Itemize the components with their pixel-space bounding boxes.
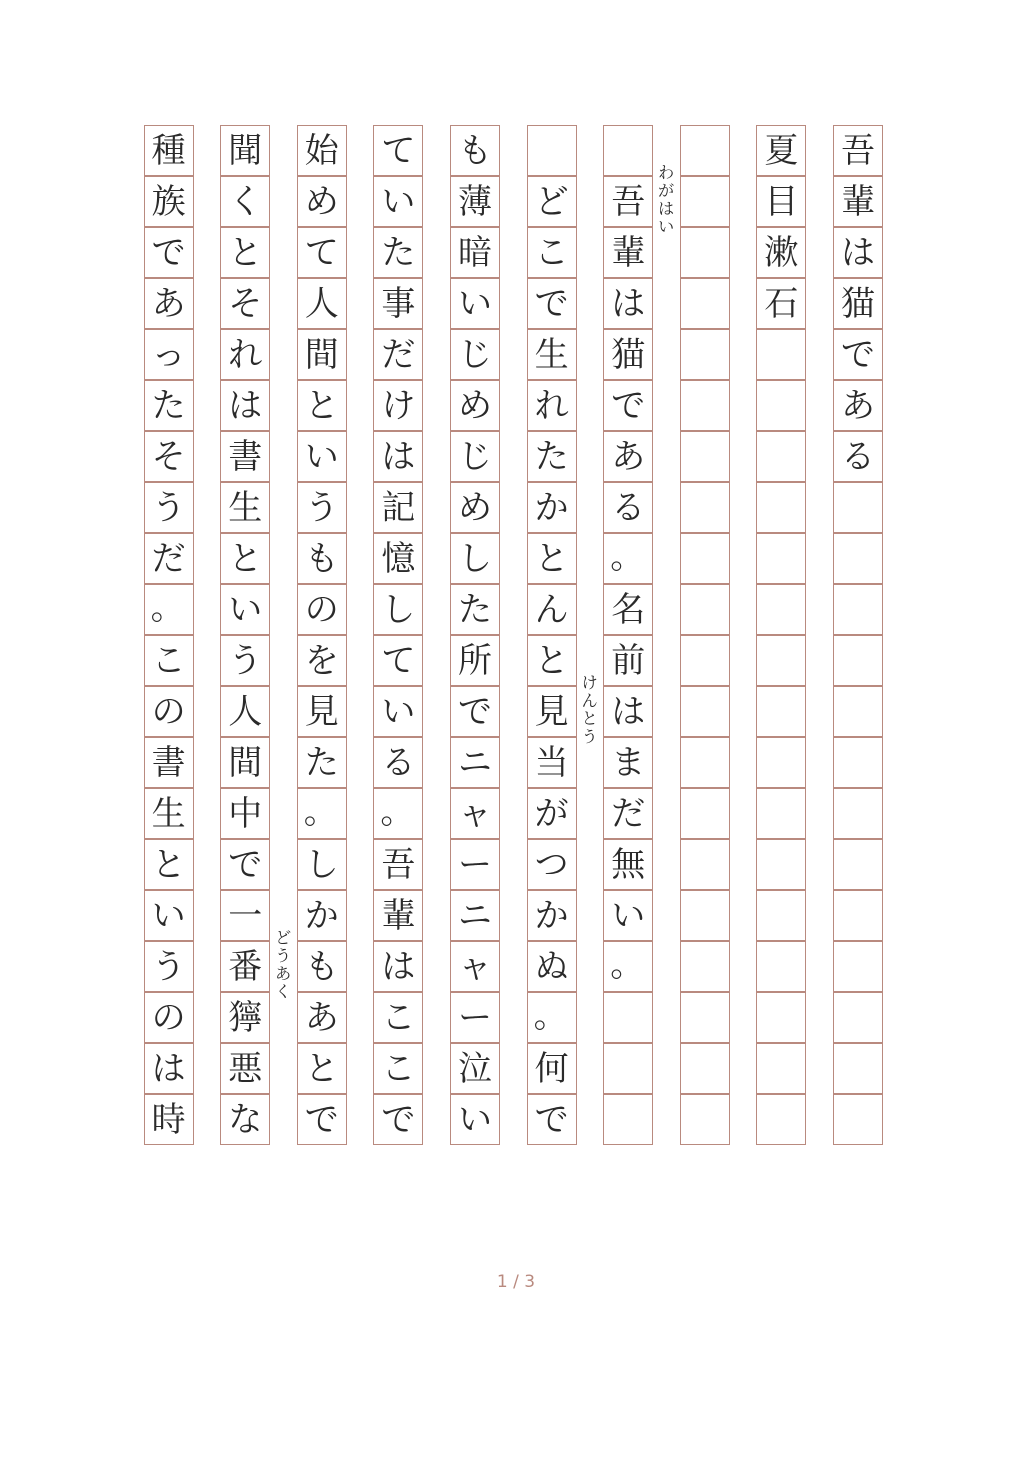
- grid-cell: 石: [756, 278, 806, 329]
- manuscript-column: [373, 125, 423, 1145]
- grid-cell: で: [527, 1094, 577, 1145]
- furigana-ruby: けんとう: [581, 673, 598, 746]
- grid-cell: か: [527, 482, 577, 533]
- grid-cell: 暗: [450, 227, 500, 278]
- grid-cell: 見: [527, 686, 577, 737]
- grid-cell: あ: [603, 431, 653, 482]
- grid-cell: [680, 278, 730, 329]
- grid-cell: の: [144, 992, 194, 1043]
- manuscript-column: [297, 125, 347, 1145]
- grid-cell: も: [297, 533, 347, 584]
- grid-cell: 聞: [220, 125, 270, 176]
- grid-cell: [756, 941, 806, 992]
- grid-cell: 輩: [833, 176, 883, 227]
- grid-cell: [833, 788, 883, 839]
- grid-cell: 獰: [220, 992, 270, 1043]
- grid-cell: て: [373, 635, 423, 686]
- grid-cell: な: [220, 1094, 270, 1145]
- grid-cell: [833, 686, 883, 737]
- grid-cell: だ: [603, 788, 653, 839]
- grid-cell: 。: [144, 584, 194, 635]
- grid-cell: め: [297, 176, 347, 227]
- page-number: 1 / 3: [496, 1272, 536, 1292]
- grid-cell: し: [450, 533, 500, 584]
- grid-cell: 生: [220, 482, 270, 533]
- grid-cell: [756, 380, 806, 431]
- grid-cell: [680, 482, 730, 533]
- grid-cell: [680, 329, 730, 380]
- grid-cell: う: [144, 482, 194, 533]
- grid-cell: あ: [297, 992, 347, 1043]
- grid-cell: で: [833, 329, 883, 380]
- grid-cell: 吾: [833, 125, 883, 176]
- grid-cell: ま: [603, 737, 653, 788]
- grid-cell: ニ: [450, 737, 500, 788]
- grid-cell: 猫: [603, 329, 653, 380]
- grid-cell: [756, 584, 806, 635]
- grid-cell: い: [450, 1094, 500, 1145]
- grid-cell: て: [297, 227, 347, 278]
- grid-cell: め: [450, 380, 500, 431]
- grid-cell: て: [373, 125, 423, 176]
- grid-cell: [833, 890, 883, 941]
- grid-cell: と: [220, 227, 270, 278]
- grid-cell: [603, 1043, 653, 1094]
- grid-cell: ャ: [450, 941, 500, 992]
- grid-cell: 吾: [603, 176, 653, 227]
- grid-cell: は: [603, 686, 653, 737]
- grid-cell: 間: [297, 329, 347, 380]
- grid-cell: [680, 533, 730, 584]
- grid-cell: 。: [527, 992, 577, 1043]
- grid-cell: と: [527, 635, 577, 686]
- grid-cell: [680, 125, 730, 176]
- grid-cell: 猫: [833, 278, 883, 329]
- grid-cell: た: [450, 584, 500, 635]
- grid-cell: で: [297, 1094, 347, 1145]
- grid-cell: じ: [450, 431, 500, 482]
- grid-cell: [756, 1043, 806, 1094]
- grid-cell: ー: [450, 992, 500, 1043]
- grid-cell: こ: [527, 227, 577, 278]
- grid-cell: と: [144, 839, 194, 890]
- grid-cell: た: [297, 737, 347, 788]
- grid-cell: 書: [220, 431, 270, 482]
- grid-cell: 始: [297, 125, 347, 176]
- grid-cell: れ: [527, 380, 577, 431]
- grid-cell: 生: [527, 329, 577, 380]
- grid-cell: 記: [373, 482, 423, 533]
- grid-cell: [833, 482, 883, 533]
- grid-cell: 薄: [450, 176, 500, 227]
- grid-cell: [680, 1094, 730, 1145]
- grid-cell: は: [833, 227, 883, 278]
- grid-cell: [833, 635, 883, 686]
- manuscript-column: [527, 125, 577, 1145]
- grid-cell: し: [373, 584, 423, 635]
- grid-cell: [833, 839, 883, 890]
- grid-cell: [680, 686, 730, 737]
- grid-cell: る: [833, 431, 883, 482]
- grid-cell: ど: [527, 176, 577, 227]
- grid-cell: が: [527, 788, 577, 839]
- grid-cell: [680, 227, 730, 278]
- grid-cell: ぬ: [527, 941, 577, 992]
- grid-cell: で: [220, 839, 270, 890]
- grid-cell: [527, 125, 577, 176]
- grid-cell: け: [373, 380, 423, 431]
- grid-cell: だ: [144, 533, 194, 584]
- grid-cell: 目: [756, 176, 806, 227]
- grid-cell: と: [527, 533, 577, 584]
- grid-cell: か: [297, 890, 347, 941]
- manuscript-column: [833, 125, 883, 1145]
- grid-cell: [603, 1094, 653, 1145]
- grid-cell: 何: [527, 1043, 577, 1094]
- manuscript-column: [603, 125, 653, 1145]
- grid-cell: [756, 992, 806, 1043]
- grid-cell: [833, 584, 883, 635]
- grid-cell: [756, 482, 806, 533]
- grid-cell: 番: [220, 941, 270, 992]
- grid-cell: ー: [450, 839, 500, 890]
- manuscript-column: [144, 125, 194, 1145]
- grid-cell: を: [297, 635, 347, 686]
- manuscript-column: [756, 125, 806, 1145]
- grid-cell: [833, 533, 883, 584]
- grid-cell: [756, 686, 806, 737]
- grid-cell: そ: [144, 431, 194, 482]
- grid-cell: い: [220, 584, 270, 635]
- grid-cell: 。: [297, 788, 347, 839]
- grid-cell: [680, 890, 730, 941]
- grid-cell: 所: [450, 635, 500, 686]
- grid-cell: [680, 635, 730, 686]
- grid-cell: で: [373, 1094, 423, 1145]
- grid-cell: で: [527, 278, 577, 329]
- grid-cell: も: [450, 125, 500, 176]
- grid-cell: た: [144, 380, 194, 431]
- grid-cell: 族: [144, 176, 194, 227]
- grid-cell: 種: [144, 125, 194, 176]
- grid-cell: れ: [220, 329, 270, 380]
- grid-cell: [756, 890, 806, 941]
- grid-cell: と: [297, 380, 347, 431]
- grid-cell: の: [297, 584, 347, 635]
- grid-cell: い: [297, 431, 347, 482]
- grid-cell: [833, 1043, 883, 1094]
- grid-cell: [833, 992, 883, 1043]
- grid-cell: る: [373, 737, 423, 788]
- grid-cell: こ: [144, 635, 194, 686]
- grid-cell: 間: [220, 737, 270, 788]
- grid-cell: [756, 788, 806, 839]
- grid-cell: ャ: [450, 788, 500, 839]
- grid-cell: で: [603, 380, 653, 431]
- grid-cell: 無: [603, 839, 653, 890]
- grid-cell: 事: [373, 278, 423, 329]
- grid-cell: [756, 431, 806, 482]
- grid-cell: た: [373, 227, 423, 278]
- grid-cell: 夏: [756, 125, 806, 176]
- grid-cell: あ: [833, 380, 883, 431]
- grid-cell: 輩: [603, 227, 653, 278]
- grid-cell: [680, 788, 730, 839]
- manuscript-column: [220, 125, 270, 1145]
- grid-cell: で: [144, 227, 194, 278]
- grid-cell: [756, 533, 806, 584]
- grid-cell: 書: [144, 737, 194, 788]
- grid-cell: 中: [220, 788, 270, 839]
- grid-cell: め: [450, 482, 500, 533]
- grid-cell: る: [603, 482, 653, 533]
- grid-cell: う: [220, 635, 270, 686]
- grid-cell: の: [144, 686, 194, 737]
- grid-cell: [833, 737, 883, 788]
- grid-cell: つ: [527, 839, 577, 890]
- grid-cell: あ: [144, 278, 194, 329]
- grid-cell: [756, 329, 806, 380]
- grid-cell: 泣: [450, 1043, 500, 1094]
- grid-cell: [756, 839, 806, 890]
- grid-cell: く: [220, 176, 270, 227]
- grid-cell: 輩: [373, 890, 423, 941]
- grid-cell: ニ: [450, 890, 500, 941]
- grid-cell: 人: [297, 278, 347, 329]
- grid-cell: 悪: [220, 1043, 270, 1094]
- grid-cell: で: [450, 686, 500, 737]
- grid-cell: [680, 1043, 730, 1094]
- grid-cell: は: [373, 431, 423, 482]
- grid-cell: [603, 125, 653, 176]
- furigana-ruby: わがはい: [658, 163, 675, 236]
- furigana-ruby: どうあく: [275, 928, 292, 1001]
- grid-cell: い: [144, 890, 194, 941]
- grid-cell: じ: [450, 329, 500, 380]
- grid-cell: っ: [144, 329, 194, 380]
- grid-cell: は: [220, 380, 270, 431]
- grid-cell: し: [297, 839, 347, 890]
- grid-cell: か: [527, 890, 577, 941]
- grid-cell: 一: [220, 890, 270, 941]
- grid-cell: い: [450, 278, 500, 329]
- grid-cell: [833, 1094, 883, 1145]
- grid-cell: 時: [144, 1094, 194, 1145]
- grid-cell: と: [220, 533, 270, 584]
- grid-cell: と: [297, 1043, 347, 1094]
- grid-cell: こ: [373, 992, 423, 1043]
- grid-cell: [680, 839, 730, 890]
- grid-cell: [833, 941, 883, 992]
- grid-cell: だ: [373, 329, 423, 380]
- grid-cell: こ: [373, 1043, 423, 1094]
- grid-cell: 名: [603, 584, 653, 635]
- grid-cell: [680, 584, 730, 635]
- grid-cell: [680, 380, 730, 431]
- grid-cell: 。: [373, 788, 423, 839]
- grid-cell: 吾: [373, 839, 423, 890]
- grid-cell: い: [373, 176, 423, 227]
- grid-cell: う: [297, 482, 347, 533]
- grid-cell: も: [297, 941, 347, 992]
- grid-cell: は: [144, 1043, 194, 1094]
- grid-cell: そ: [220, 278, 270, 329]
- manuscript-column: [680, 125, 730, 1145]
- grid-cell: [756, 635, 806, 686]
- grid-cell: 人: [220, 686, 270, 737]
- grid-cell: [680, 992, 730, 1043]
- grid-cell: [680, 941, 730, 992]
- grid-cell: 前: [603, 635, 653, 686]
- grid-cell: ん: [527, 584, 577, 635]
- grid-cell: 憶: [373, 533, 423, 584]
- grid-cell: う: [144, 941, 194, 992]
- grid-cell: は: [603, 278, 653, 329]
- grid-cell: 当: [527, 737, 577, 788]
- grid-cell: 。: [603, 941, 653, 992]
- grid-cell: [603, 992, 653, 1043]
- grid-cell: 漱: [756, 227, 806, 278]
- grid-cell: い: [373, 686, 423, 737]
- grid-cell: [680, 176, 730, 227]
- grid-cell: 。: [603, 533, 653, 584]
- grid-cell: 見: [297, 686, 347, 737]
- grid-cell: は: [373, 941, 423, 992]
- grid-cell: [756, 1094, 806, 1145]
- grid-cell: [680, 431, 730, 482]
- grid-cell: い: [603, 890, 653, 941]
- grid-cell: [756, 737, 806, 788]
- grid-cell: [680, 737, 730, 788]
- grid-cell: 生: [144, 788, 194, 839]
- manuscript-column: [450, 125, 500, 1145]
- grid-cell: た: [527, 431, 577, 482]
